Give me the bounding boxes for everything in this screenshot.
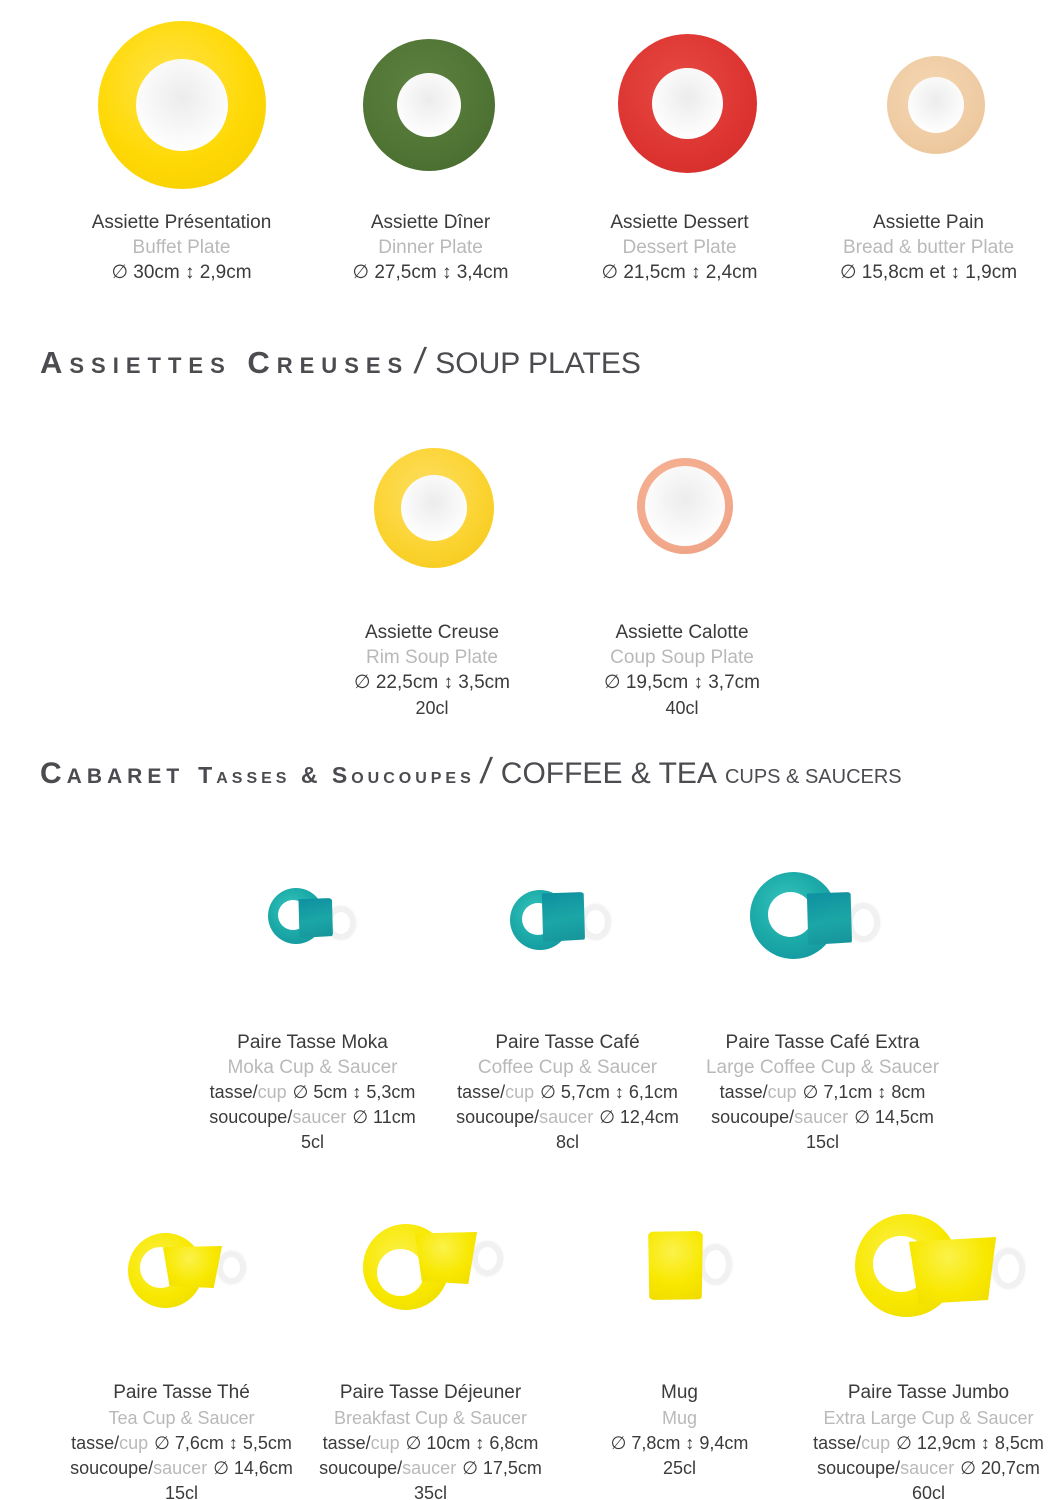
section-title-fr: Tasses & Soucoupes	[198, 762, 475, 788]
product-card-dinner-plate	[306, 210, 555, 286]
saucer-dimensions: soucoupe/saucer ∅ 12,4cm	[456, 1107, 679, 1127]
product-capacity: 20cl	[415, 698, 449, 718]
product-name-en: Tea Cup & Saucer	[108, 1408, 255, 1428]
product-dimensions: ∅ 22,5cm ↕ 3,5cm	[354, 672, 510, 693]
product-capacity: 40cl	[665, 698, 699, 718]
saucer-dimensions: soucoupe/saucer ∅ 11cm	[209, 1107, 416, 1127]
product-dimensions: ∅ 7,8cm ↕ 9,4cm	[610, 1433, 749, 1453]
cup-handle	[581, 905, 610, 939]
product-dimensions: ∅ 15,8cm et ↕ 1,9cm	[839, 262, 1018, 283]
tea-cups-labels	[0, 1380, 1053, 1500]
saucer-dimensions: soucoupe/saucer ∅ 17,5cm	[319, 1458, 542, 1478]
saucer-dimensions: soucoupe/saucer ∅ 14,5cm	[711, 1107, 934, 1127]
cup-shape	[647, 1231, 704, 1300]
product-card-cafe-extra	[695, 1030, 950, 1155]
cup-handle	[993, 1249, 1024, 1288]
cup-shape	[415, 1232, 477, 1284]
product-capacity: 25cl	[662, 1458, 697, 1478]
coup-soup-plate-image	[637, 458, 733, 554]
bread-plate-image	[887, 56, 985, 154]
product-card-rim-soup	[307, 620, 557, 721]
product-name-en: Dinner Plate	[378, 237, 483, 258]
cup-dimensions: tasse/cup ∅ 12,9cm ↕ 8,5cm	[813, 1433, 1044, 1453]
product-name-fr: Mug	[661, 1382, 698, 1403]
product-capacity: 35cl	[413, 1483, 448, 1500]
product-name-en: Rim Soup Plate	[365, 647, 498, 668]
product-name-fr: Assiette Creuse	[364, 622, 500, 643]
plate-well	[652, 68, 723, 139]
product-card-bread-plate	[804, 210, 1053, 286]
product-card-coup-soup	[557, 620, 807, 721]
header-slash: /	[477, 750, 494, 791]
plate-well	[908, 77, 964, 133]
product-name-fr: Paire Tasse Café Extra	[725, 1032, 920, 1053]
saucer-well	[768, 892, 813, 937]
product-name-fr: Assiette Calotte	[615, 622, 749, 643]
product-capacity: 8cl	[555, 1132, 579, 1152]
product-dimensions: ∅ 27,5cm ↕ 3,4cm	[352, 262, 509, 283]
flat-plates-labels	[0, 210, 1053, 286]
plate-well	[136, 59, 228, 151]
plate-well	[401, 475, 467, 541]
product-name-fr: Paire Tasse Thé	[113, 1382, 250, 1403]
cup-handle	[848, 904, 879, 941]
product-card-buffet-plate	[57, 210, 306, 286]
dessert-plate-image	[618, 34, 757, 173]
product-name-en: Moka Cup & Saucer	[227, 1057, 398, 1078]
product-dimensions: ∅ 21,5cm ↕ 2,4cm	[601, 262, 758, 283]
cup-shape	[805, 892, 852, 945]
plate-well	[397, 73, 461, 137]
saucer-dimensions: soucoupe/saucer ∅ 14,6cm	[70, 1458, 293, 1478]
cup-handle	[218, 1252, 245, 1283]
cup-shape	[297, 898, 333, 938]
cup-dimensions: tasse/cup ∅ 5cm ↕ 5,3cm	[209, 1082, 416, 1102]
product-name-en: Coffee Cup & Saucer	[477, 1057, 658, 1078]
soup-plates-labels	[0, 620, 1053, 721]
product-name-en: Extra Large Cup & Saucer	[823, 1408, 1034, 1428]
product-capacity: 60cl	[911, 1483, 946, 1500]
plate-well	[645, 466, 725, 546]
product-card-the	[57, 1380, 306, 1500]
cup-handle	[473, 1242, 502, 1275]
product-capacity: 5cl	[300, 1132, 324, 1152]
cup-shape	[908, 1237, 997, 1304]
product-name-en: Buffet Plate	[132, 237, 231, 258]
product-card-dessert-plate	[555, 210, 804, 286]
product-name-en: Large Coffee Cup & Saucer	[705, 1057, 940, 1078]
product-name-en: Dessert Plate	[622, 237, 737, 258]
header-slash: /	[412, 340, 429, 381]
product-card-jumbo	[804, 1380, 1053, 1500]
product-name-en: Breakfast Cup & Saucer	[333, 1408, 528, 1428]
product-name-fr: Assiette Présentation	[91, 212, 272, 233]
cup-handle	[700, 1245, 731, 1284]
section-title-en: COFFEE & TEA	[500, 757, 717, 790]
product-name-fr: Paire Tasse Café	[495, 1032, 640, 1053]
product-name-en: Bread & butter Plate	[842, 237, 1015, 258]
buffet-plate-image	[98, 21, 266, 189]
product-capacity: 15cl	[164, 1483, 199, 1500]
rim-soup-plate-image	[374, 448, 494, 568]
product-name-fr: Assiette Dîner	[370, 212, 491, 233]
product-card-mug	[555, 1380, 804, 1500]
cup-shape	[540, 892, 585, 942]
product-name-fr: Paire Tasse Déjeuner	[339, 1382, 522, 1403]
cup-shape	[163, 1246, 222, 1288]
dinner-plate-image	[363, 39, 495, 171]
product-card-dejeuner	[306, 1380, 555, 1500]
section-header-cabaret	[40, 750, 902, 792]
section-title-en: SOUP PLATES	[435, 347, 641, 380]
section-header-soup-plates	[40, 340, 641, 382]
product-name-fr: Assiette Pain	[873, 212, 984, 233]
cup-dimensions: tasse/cup ∅ 5,7cm ↕ 6,1cm	[457, 1082, 678, 1102]
cup-dimensions: tasse/cup ∅ 7,1cm ↕ 8cm	[719, 1082, 926, 1102]
product-card-cafe	[440, 1030, 695, 1155]
product-name-en: Mug	[661, 1408, 697, 1428]
cup-dimensions: tasse/cup ∅ 7,6cm ↕ 5,5cm	[71, 1433, 292, 1453]
cup-dimensions: tasse/cup ∅ 10cm ↕ 6,8cm	[322, 1433, 539, 1453]
section-brand: Cabaret	[40, 757, 185, 790]
product-card-moka	[185, 1030, 440, 1155]
section-title-fr: Assiettes Creuses	[40, 345, 410, 380]
product-name-fr: Assiette Dessert	[610, 212, 749, 233]
product-dimensions: ∅ 19,5cm ↕ 3,7cm	[604, 672, 760, 693]
product-name-fr: Paire Tasse Moka	[237, 1032, 388, 1053]
product-name-fr: Paire Tasse Jumbo	[847, 1382, 1010, 1403]
saucer-dimensions: soucoupe/saucer ∅ 20,7cm	[817, 1458, 1040, 1478]
product-name-en: Coup Soup Plate	[610, 647, 754, 668]
product-capacity: 15cl	[805, 1132, 840, 1152]
coffee-cups-labels	[0, 1030, 1053, 1155]
product-dimensions: ∅ 30cm ↕ 2,9cm	[111, 262, 252, 283]
section-subtitle-en: CUPS & SAUCERS	[724, 766, 902, 788]
saucer-well	[377, 1249, 424, 1296]
